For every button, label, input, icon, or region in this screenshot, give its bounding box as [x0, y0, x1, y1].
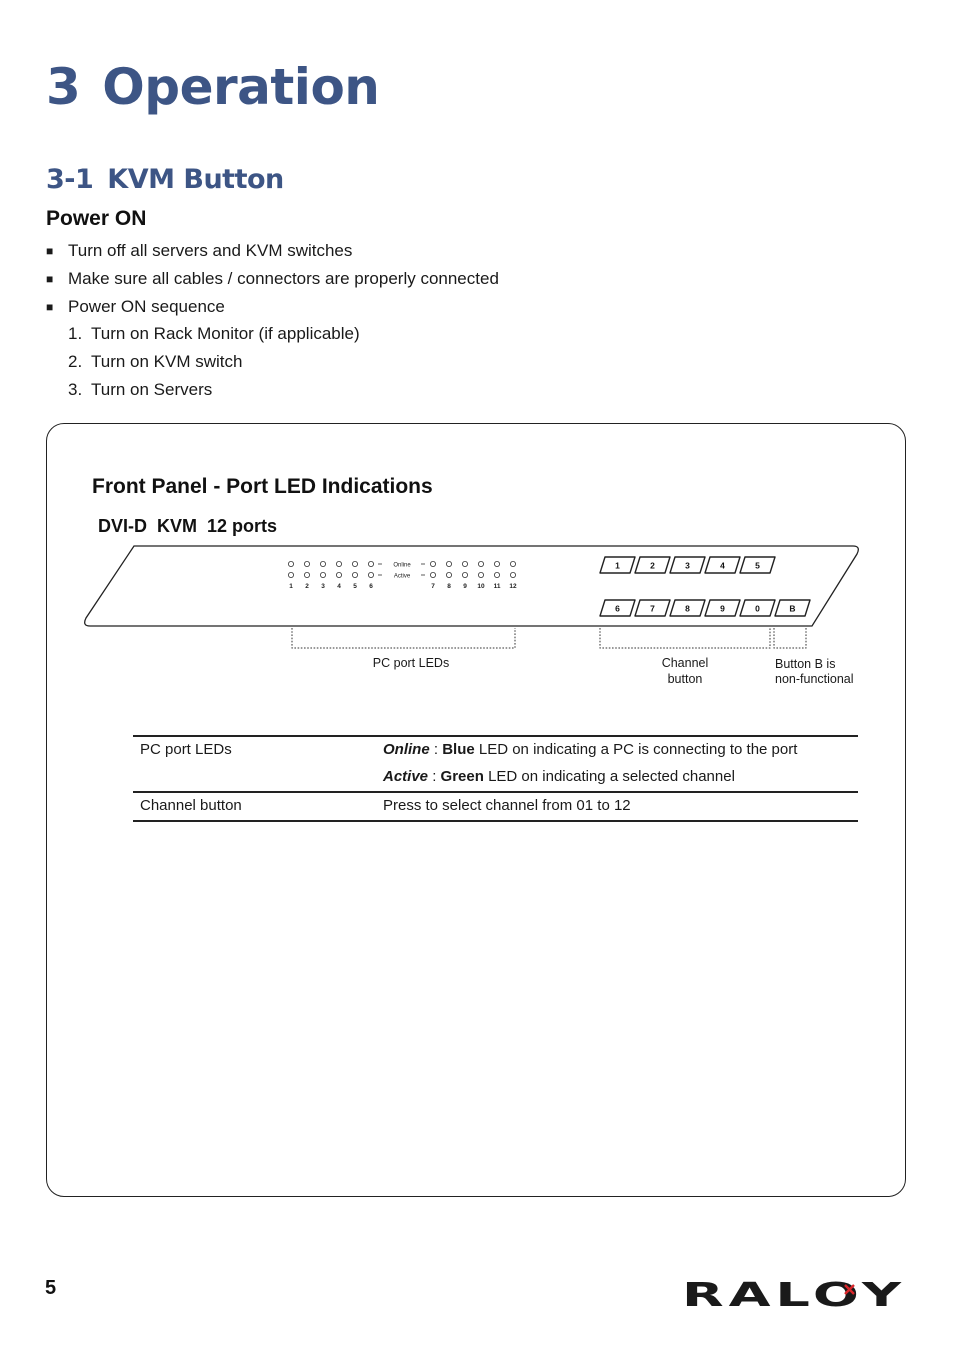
- online-led: [446, 561, 451, 566]
- list-item: ■ Power ON sequence: [46, 296, 499, 324]
- active-led: [288, 572, 293, 577]
- active-led: [368, 572, 373, 577]
- button-b-callout-line1: Button B is: [775, 657, 836, 671]
- button-b-callout-line2: non-functional: [775, 672, 854, 686]
- list-item: ■ Make sure all cables / connectors are properly connected: [46, 268, 499, 296]
- channel-button-9[interactable]: [705, 600, 740, 616]
- active-led: [462, 572, 467, 577]
- active-led: [320, 572, 325, 577]
- page-number: 5: [45, 1277, 57, 1299]
- online-led: [320, 561, 325, 566]
- button-b[interactable]: [775, 600, 810, 616]
- online-led: [430, 561, 435, 566]
- active-led: [430, 572, 435, 577]
- active-led: [494, 572, 499, 577]
- channel-button-6[interactable]: [600, 600, 635, 616]
- active-led: [336, 572, 341, 577]
- section-title: [46, 164, 284, 195]
- table-cell-label: PC port LEDs: [133, 736, 376, 764]
- channel-button-7[interactable]: [635, 600, 670, 616]
- button-b-callout-bracket: [774, 628, 806, 648]
- table-cell-label: Channel button: [133, 792, 376, 821]
- table-cell-desc: Online : Blue LED on indicating a PC is connecting to the port: [376, 736, 858, 764]
- chapter-title: [46, 58, 379, 116]
- channel-button-2[interactable]: [635, 557, 670, 573]
- channel-button-3[interactable]: [670, 557, 705, 573]
- active-row-label: Active: [393, 573, 411, 580]
- online-led: [304, 561, 309, 566]
- power-on-sequence: [68, 323, 360, 407]
- bullet-square-icon: ■: [46, 244, 54, 258]
- svg-text:3: 3: [685, 560, 690, 571]
- online-led: [288, 561, 293, 566]
- logo-wordmark: RALOY: [682, 1276, 906, 1312]
- raloy-logo: [680, 1276, 910, 1312]
- led-number: 2: [305, 583, 309, 590]
- table-row: [133, 736, 858, 764]
- front-panel-title: Front Panel - Port LED Indications: [92, 475, 433, 498]
- bullet-square-icon: ■: [46, 272, 54, 286]
- online-led: [336, 561, 341, 566]
- section-title-text: KVM Button: [107, 164, 284, 195]
- channel-callout-line2: button: [667, 672, 703, 686]
- led-indication-table: [133, 735, 858, 822]
- pc-led-callout-bracket: [292, 628, 515, 648]
- svg-text:9: 9: [720, 603, 725, 614]
- led-number: 8: [447, 583, 451, 590]
- online-led: [368, 561, 373, 566]
- led-number: 6: [369, 583, 373, 590]
- channel-button-1[interactable]: [600, 557, 635, 573]
- svg-text:5: 5: [755, 560, 760, 571]
- list-item: 2. Turn on KVM switch: [68, 352, 243, 371]
- chapter-title-text: Operation: [102, 58, 380, 116]
- channel-callout-line1: Channel: [661, 656, 709, 670]
- power-on-heading: Power ON: [46, 207, 147, 230]
- section-number: 3-1: [46, 164, 94, 195]
- svg-text:6: 6: [615, 603, 620, 614]
- active-led: [510, 572, 515, 577]
- svg-text:2: 2: [650, 560, 655, 571]
- led-number: 11: [493, 583, 501, 590]
- led-number: 12: [509, 583, 517, 590]
- channel-button-0[interactable]: [740, 600, 775, 616]
- active-led: [304, 572, 309, 577]
- list-item: 3. Turn on Servers: [68, 380, 213, 399]
- svg-text:0: 0: [755, 603, 760, 614]
- led-number: 4: [337, 583, 341, 590]
- channel-button-8[interactable]: [670, 600, 705, 616]
- pc-port-leds-callout: PC port LEDs: [372, 656, 450, 670]
- online-row-label: Online: [393, 562, 411, 569]
- active-led: [446, 572, 451, 577]
- channel-button-5[interactable]: [740, 557, 775, 573]
- led-number: 9: [463, 583, 467, 590]
- active-led: [478, 572, 483, 577]
- channel-button-4[interactable]: [705, 557, 740, 573]
- svg-text:4: 4: [720, 560, 725, 571]
- svg-text:1: 1: [615, 560, 620, 571]
- front-panel-diagram: [80, 540, 870, 695]
- led-number: 1: [289, 583, 293, 590]
- online-led: [494, 561, 499, 566]
- bullet-square-icon: ■: [46, 300, 54, 314]
- online-led: [352, 561, 357, 566]
- chapter-number: 3: [46, 58, 81, 116]
- list-item: 1. Turn on Rack Monitor (if applicable): [68, 324, 360, 343]
- online-led: [462, 561, 467, 566]
- active-led: [352, 572, 357, 577]
- online-led: [510, 561, 515, 566]
- table-row: [133, 764, 858, 792]
- led-indicators: [288, 561, 517, 590]
- table-cell-desc: Active : Green LED on indicating a selected channel: [383, 768, 735, 785]
- svg-text:8: 8: [685, 603, 690, 614]
- svg-text:7: 7: [650, 603, 655, 614]
- led-number: 10: [477, 583, 485, 590]
- led-number: 3: [321, 583, 325, 590]
- table-row: [133, 792, 858, 821]
- power-on-checklist: [46, 240, 499, 324]
- channel-buttons: [600, 557, 810, 616]
- led-number: 5: [353, 583, 357, 590]
- svg-text:B: B: [789, 603, 796, 614]
- online-led: [478, 561, 483, 566]
- channel-callout-bracket: [600, 628, 770, 648]
- led-number: 7: [431, 583, 435, 590]
- front-panel-subtitle: DVI-D KVM 12 ports: [98, 516, 278, 536]
- table-cell-desc: Press to select channel from 01 to 12: [376, 792, 858, 821]
- list-item: ■ Turn off all servers and KVM switches: [46, 240, 499, 268]
